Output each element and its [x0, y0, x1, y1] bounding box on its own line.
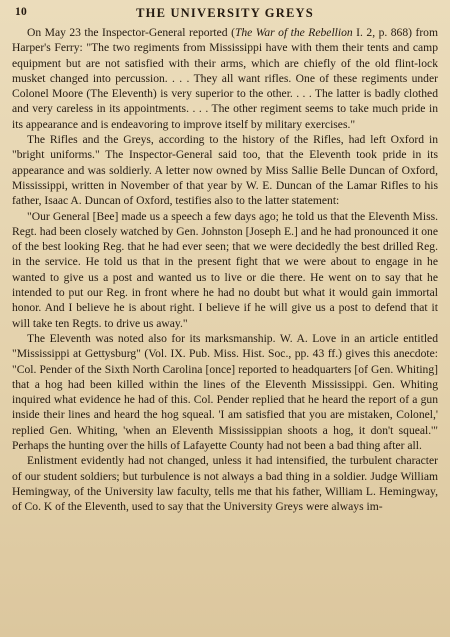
paragraph: [12, 331, 438, 453]
italic-citation: The War of the Rebellion: [234, 26, 353, 39]
text-run: I. 2, p. 868) from Harper's Ferry: "The two regiments from Mississippi have with them their tents and camp equipment but are not satisfied with their arms, which are chiefly of the old flint-lock musket changed into percussion. . . . They all want rifles. One of these regiments under Colonel Moore (The Eleventh) is very superior to the other. . . . The latter is badly clothed and very careless in its appointments. . . . The other regiment seems to take much pride in its appearance and is endeavoring to improve itself by military exercises.": [12, 26, 438, 131]
running-head: THE UNIVERSITY GREYS: [136, 6, 314, 20]
page-number: 10: [15, 6, 28, 18]
text-run: Enlistment evidently had not changed, unless it had intensified, the turbulent character of our student soldiers; but turbulence is not always a bad thing in a soldier. Judge William Hemingway, of the University law faculty, tells me that his father, William L. Hemingway, of Co. K of the Eleventh, used to say that the University Greys were always im-: [12, 454, 438, 514]
page-header: [12, 6, 438, 23]
text-run: The Eleventh was noted also for its marksmanship. W. A. Love in an article entitled "Mississippi at Gettysburg" (Vol. IX. Pub. Miss. Hist. Soc., pp. 43 ff.) gives this anecdote: "Col. Pender of the Sixth North Carolina [once] reported to headquarters [of Gen. Whiting] that a hog had been killed within the lines of the Eleventh Mississippi. Gen. Whiting inquired what evidence he had of this. Col. Pender replied that he heard the report of a gun inside their lines and heard the hog squeal. 'I am satisfied that you are mistaken, Colonel,' replied Gen. Whiting, 'when an Eleventh Mississippian shoots a hog, it don't squeal.'" Perhaps the hunting over the hills of Lafayette County had not been a bad thing after all.: [12, 331, 438, 453]
text-run: The Rifles and the Greys, according to the history of the Rifles, had left Oxford in "bright uniforms." The Inspector-General said too, that the Eleventh took pride in its appearance and was soldierly. A letter now owned by Miss Sallie Belle Duncan of Oxford, Mississippi, written in November of that year by W. E. Duncan of the Lamar Rifles to his father, Isaac A. Duncan of Oxford, testifies also to the latter statement:: [12, 133, 438, 208]
paragraph: [12, 132, 438, 208]
body-text: [12, 25, 438, 515]
text-run: On May 23 the Inspector-General reported (: [27, 26, 235, 39]
quoted-letter: [12, 209, 438, 331]
paragraph: [12, 453, 438, 514]
paragraph: [12, 25, 438, 132]
text-run: "Our General [Bee] made us a speech a few days ago; he told us that the Eleventh Miss. Regt. had been closely watched by Gen. Johnston [Joseph E.] and he had pronounced it one of the best looking Reg. that he had ever seen; that we were decidedly the best drilled Reg. in the service. He told us that in the present fight that we were about to engage in he wanted to give us a post and wanted us to live or die there. He went on to say that he intended to put our Reg. in front where he had no doubt but what it would gain immortal honor. And I believe he is about right. I believe if he will give us a post to defend that it will take ten Regts. to drive us away.": [12, 209, 438, 330]
